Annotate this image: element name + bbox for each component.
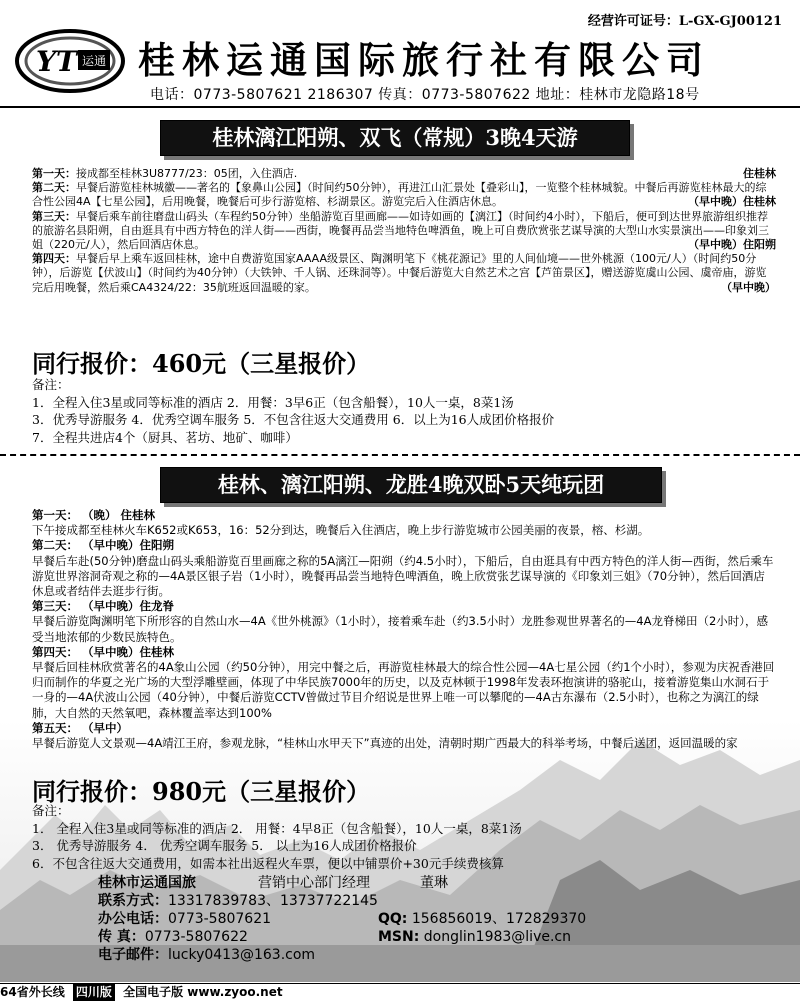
tour2-title: 桂林、漓江阳朔、龙胜4晚双卧5天纯玩团 [160, 467, 662, 503]
note-line: 3． 优秀导游服务 4． 优秀空调车服务 5． 以上为16人成团价格报价 [32, 838, 417, 853]
contact-office-row: 办公电话：0773-5807621 QQ: 156856019、172829370 [98, 911, 587, 927]
tour2-day-2-text: 早餐后车赴(50分钟)磨盘山码头乘船游览百里画廊之称的5A漓江—阳朔（约4.5小时），下船后，自由逛具有中西方特色的洋人街—西街，然后乘车游览世界溶洞奇观之称的—4A景区银子岩（1小时），晚餐再品尝当地特色啤酒鱼，晚上欣赏张艺谋导演的《印象刘三姐》（70分钟），然后回酒店休息或者结伴去逛步行街。 [32, 553, 774, 599]
svg-text:YT: YT [36, 45, 77, 78]
tour2-day-3-head: 第三天： （早中晚）住龙脊 [32, 599, 175, 614]
contact-email[interactable]: lucky0413@163.com [168, 947, 316, 963]
tour2-notes [32, 802, 782, 872]
note-line: 1． 全程入住3星或同等标准的酒店 2． 用餐：4早8正（包含船餐），10人一桌，8菜1汤 [32, 820, 522, 836]
tour2-day-5-text: 早餐后游览人文景观—4A靖江王府，参观龙脉，“桂林山水甲天下”真迹的出处，清朝时期广西最大的科举考场，中餐后送团，返回温暖的家 [32, 736, 738, 751]
contact-qq: 156856019、172829370 [411, 911, 587, 927]
company-name: 桂林运通国际旅行社有限公司 [138, 38, 710, 82]
notes-title: 备注： [32, 803, 70, 818]
tour1-title: 桂林漓江阳朔、双飞（常规）3晚4天游 [160, 120, 630, 156]
tour2-itinerary [32, 508, 776, 751]
contact-header [98, 875, 678, 893]
note-line: 3．优秀导游服务 4．优秀空调车服务 5．不包含往返大交通费用 6．以上为16人成团价格报价 [32, 412, 555, 427]
edition-tag: 四川版 [73, 984, 115, 1001]
tour2-day-2-head: 第二天： （早中晚）住阳朔 [32, 538, 175, 553]
tour2-price: 同行报价：980元（三星报价） [32, 777, 371, 806]
contact-name: 董琳 [420, 875, 448, 891]
note-line: 6．不包含往返大交通费用，如需本社出返程火车票，便以中铺票价+30元手续费核算 [32, 855, 504, 871]
company-logo [14, 28, 126, 94]
contact-fax-row: 传 真：0773-5807622 MSN: donglin1983@live.cn [98, 929, 571, 945]
tour2-day-3-text: 早餐后游览陶渊明笔下所形容的自然山水—4A《世外桃源》（1小时），接着乘车赴（约3.5小时）龙胜参观世界著名的—4A龙脊梯田（2小时），感受当地浓郁的少数民族特色。 [32, 614, 769, 644]
tour2-day-1-text: 下午接成都至桂林火车K652或K653，16：52分到达，晚餐后入住酒店，晚上步行游览城市公园美丽的夜景，榕、杉湖。 [32, 523, 650, 538]
tour1-price: 同行报价：460元（三星报价） [32, 349, 371, 378]
tour2-day-1-head: 第一天： （晚） 住桂林 [32, 508, 156, 522]
contact-fax: 0773-5807622 [144, 929, 248, 945]
header-divider [0, 106, 800, 108]
tour1-day-2: 第二天：早餐后游览桂林城徽——著名的【象鼻山公园】（时间约50分钟），再进江山汇景处【叠彩山】，一览整个桂林城貌。中餐后再游览桂林最大的综合性公园4A【七星公园】，后用晚餐，晚餐后可步行游览榕、杉湖景区。游览完后入住酒店休息。 （早中晚）住桂林 [32, 181, 776, 209]
tour1-itinerary [32, 167, 776, 295]
contact-email-row: 电子邮件：lucky0413@163.com [98, 947, 316, 963]
tour2-day-5-head: 第五天： （早中） [32, 720, 129, 735]
contact-office: 0773-5807621 [168, 911, 272, 927]
tour1-day-3: 第三天：早餐后乘车前往磨盘山码头（车程约50分钟）坐船游览百里画廊——如诗如画的【漓江】（时间约4小时），下船后，便可到达世界旅游组织推荐的旅游名县阳朔，自由逛具有中西方特色的洋人街——西街，晚餐再品尝当地特色啤酒鱼，晚上可自费欣赏张艺谋导演的大型山水实景演出——印象刘三姐（220元/人），然后回酒店休息。 （早中晚）住阳朔 [32, 209, 776, 252]
site-link[interactable]: 全国电子版 www.zyoo.net [123, 985, 283, 999]
contact-phone: 13317839783、13737722145 [168, 893, 378, 909]
tour1-day-4: 第四天：早餐后早上乘车返回桂林，途中自费游览国家AAAA级景区、陶渊明笔下《桃花源记》里的人间仙境——世外桃源（100元/人）（时间约50分钟），后游览【伏波山】（时间约为40分钟）（大铁钟、千人锅、还珠洞等）。中餐后游览大自然艺术之宫【芦笛景区】，赠送游览虞山公园、虞帝庙，游览完后用晚餐，然后乘CA4324/22：35航班返回温暖的家。 （早中晚） [32, 252, 776, 294]
page-footer [0, 983, 800, 1001]
page-label: 64省外长线 [0, 985, 65, 999]
license-number: 经营许可证号：L-GX-GJ00121 [587, 14, 782, 29]
tour2-day-4-head: 第四天： （早中晚）住桂林 [32, 644, 175, 659]
contact-line: 电话：0773-5807621 2186307 传真：0773-5807622 地址：桂林市龙隐路18号 [150, 87, 700, 103]
section-divider [0, 454, 800, 456]
tour1-day-1: 第一天：接成都至桂林3U8777/23：05团，入住酒店. 住桂林 [32, 167, 776, 180]
contact-msn[interactable]: donglin1983@live.cn [423, 929, 571, 945]
notes-title: 备注： [32, 377, 70, 392]
note-line: 7．全程共进店4个（厨具、茗坊、地矿、咖啡） [32, 429, 298, 445]
contact-company: 桂林市运通国旅 [98, 875, 196, 891]
note-line: 1．全程入住3星或同等标准的酒店 2．用餐：3早6正（包含船餐），10人一桌，8菜1汤 [32, 394, 514, 410]
contact-phone-row: 联系方式：13317839783、13737722145 [98, 893, 378, 909]
logo-text: 运通 [81, 54, 107, 68]
tour1-notes [32, 376, 782, 446]
contact-box [98, 875, 678, 965]
contact-position: 营销中心部门经理 [258, 875, 370, 891]
tour2-day-4-text: 早餐后回桂林欣赏著名的4A象山公园（约50分钟），用完中餐之后，再游览桂林最大的综合性公园—4A七星公园（约1个小时），参观为庆祝香港回归而制作的华夏之光广场的大型浮雕壁画，体现了中华民族7000年的历史，以及克林顿于1998年发表环抱演讲的骆驼山，接着游览集山水洞石于一身的—4A伏波山公园（40分钟），中餐后游览CCTV曾做过节目介绍说是世界上唯一可以攀爬的—4A古东瀑布（2.5小时），也称之为漓江的绿肺，大自然的天然氧吧，森林覆盖率达到100% [32, 660, 775, 720]
